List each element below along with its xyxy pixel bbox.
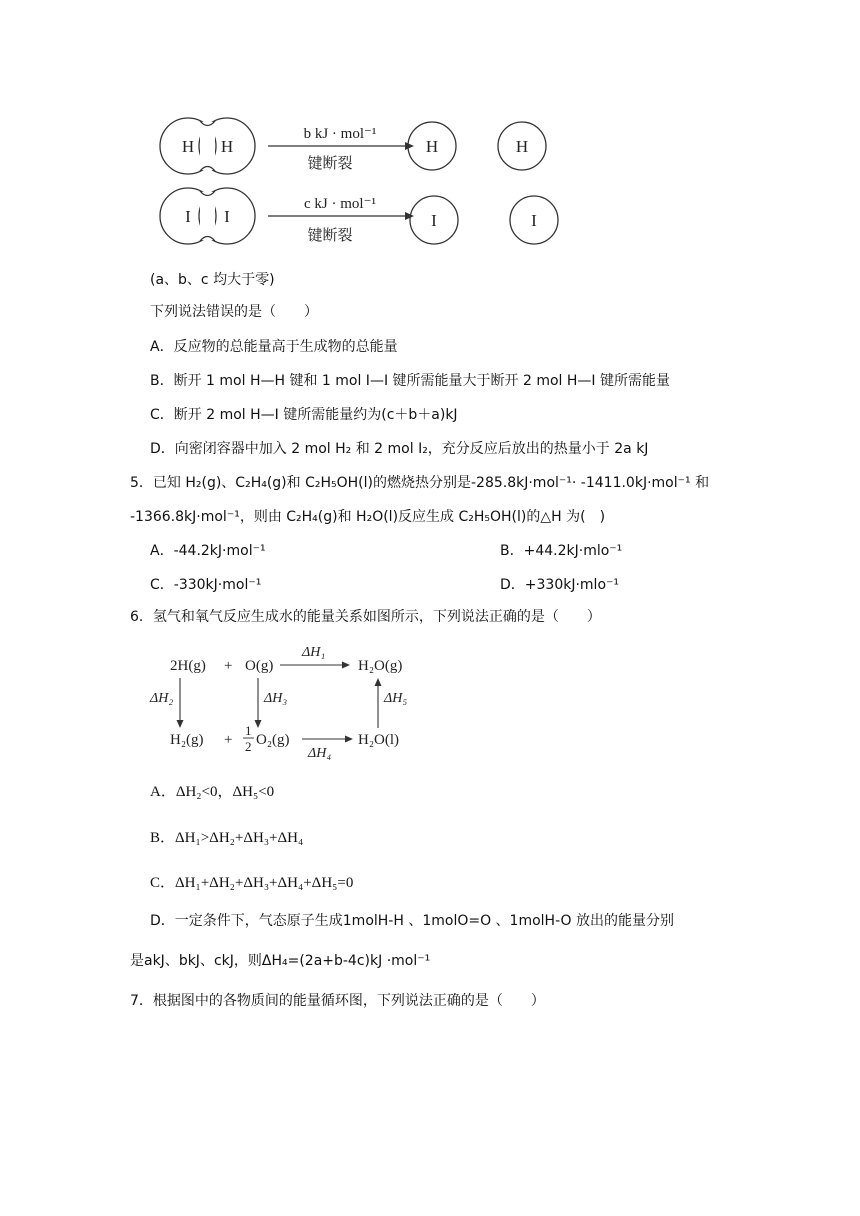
q5-option-c: C．-330kJ·mol⁻¹ <box>150 577 262 593</box>
h2-molecule <box>160 118 255 174</box>
arrow-caption-h: 键断裂 <box>307 156 353 172</box>
svg-text:2: 2 <box>245 739 252 754</box>
dh4-label: ΔH₄ <box>308 746 332 761</box>
atom-label-i: I <box>224 207 230 226</box>
svg-text:1: 1 <box>245 723 252 738</box>
q4-stem: 下列说法错误的是（ ） <box>150 304 318 320</box>
species-o-g: O(g) <box>245 658 274 674</box>
arrow-label-b: b kJ · mol⁻¹ <box>303 126 377 142</box>
svg-text:+: + <box>224 658 233 674</box>
species-h2-g: H₂(g) <box>170 732 204 748</box>
q4-option-c: C．断开 2 mol H—I 键所需能量约为(c＋b＋a)kJ <box>150 407 458 423</box>
q7-stem: 7．根据图中的各物质间的能量循环图，下列说法正确的是（ ） <box>130 993 545 1009</box>
q4-note: (a、b、c 均大于零) <box>150 272 275 288</box>
q6-option-d-cont: 是akJ、bkJ、ckJ，则ΔH₄=(2a+b-4c)kJ ·mol⁻¹ <box>130 953 431 969</box>
q4-option-a: A．反应物的总能量高于生成物的总能量 <box>150 339 398 355</box>
arrow-label-c: c kJ · mol⁻¹ <box>304 196 376 212</box>
q5-stem-line1: 5．已知 H₂(g)、C₂H₄(g)和 C₂H₅OH(l)的燃烧热分别是-285.8kJ·mol⁻¹· -1411.0kJ·mol⁻¹ 和 <box>130 475 710 491</box>
atom-label-h: H <box>220 137 234 156</box>
dh1-label: ΔH₁ <box>302 645 326 660</box>
q5-option-a: A．-44.2kJ·mol⁻¹ <box>150 543 266 559</box>
dh2-label: ΔH₂ <box>150 691 174 706</box>
species-h2o-l: H₂O(l) <box>358 732 400 748</box>
bond-breaking-figure <box>150 108 570 258</box>
q6-option-d: D．一定条件下，气态原子生成1molH-H 、1molO=O 、1molH-O 放出的能量分别 <box>150 913 674 929</box>
svg-text:H: H <box>515 137 529 156</box>
svg-text:H: H <box>425 137 439 156</box>
species-2h-g: 2H(g) <box>170 658 206 674</box>
i2-molecule <box>160 188 255 244</box>
q5-option-d: D．+330kJ·mlo⁻¹ <box>500 577 620 593</box>
q6-option-a: A．ΔH₂<0，ΔH₅<0 <box>150 784 275 800</box>
dh3-label: ΔH₃ <box>264 691 288 706</box>
q4-option-b: B．断开 1 mol H—H 键和 1 mol I—I 键所需能量大于断开 2 mol H—I 键所需能量 <box>150 373 670 389</box>
atom-label-i: I <box>185 207 191 226</box>
svg-text:+: + <box>224 732 233 748</box>
arrow-caption-i: 键断裂 <box>307 228 353 244</box>
q6-option-c: C．ΔH₁+ΔH₂+ΔH₃+ΔH₄+ΔH₅=0 <box>150 875 354 891</box>
dh5-label: ΔH₅ <box>384 691 408 706</box>
q5-stem-line2: -1366.8kJ·mol⁻¹，则由 C₂H₄(g)和 H₂O(l)反应生成 C₂H₅OH(l)的△H 为( ) <box>130 509 606 525</box>
energy-cycle-diagram <box>140 640 440 765</box>
q4-option-d: D．向密闭容器中加入 2 mol H₂ 和 2 mol I₂，充分反应后放出的热量小于 2a kJ <box>150 441 649 457</box>
q6-option-b: B．ΔH₁>ΔH₂+ΔH₃+ΔH₄ <box>150 830 304 846</box>
svg-text:I: I <box>431 211 437 230</box>
q5-option-b: B．+44.2kJ·mlo⁻¹ <box>500 543 623 559</box>
atom-label-h: H <box>181 137 195 156</box>
species-h2o-g: H₂O(g) <box>358 658 403 674</box>
q6-stem: 6．氢气和氧气反应生成水的能量关系如图所示，下列说法正确的是（ ） <box>130 609 601 625</box>
svg-text:I: I <box>531 211 537 230</box>
species-o2-g: O₂(g) <box>256 732 290 748</box>
